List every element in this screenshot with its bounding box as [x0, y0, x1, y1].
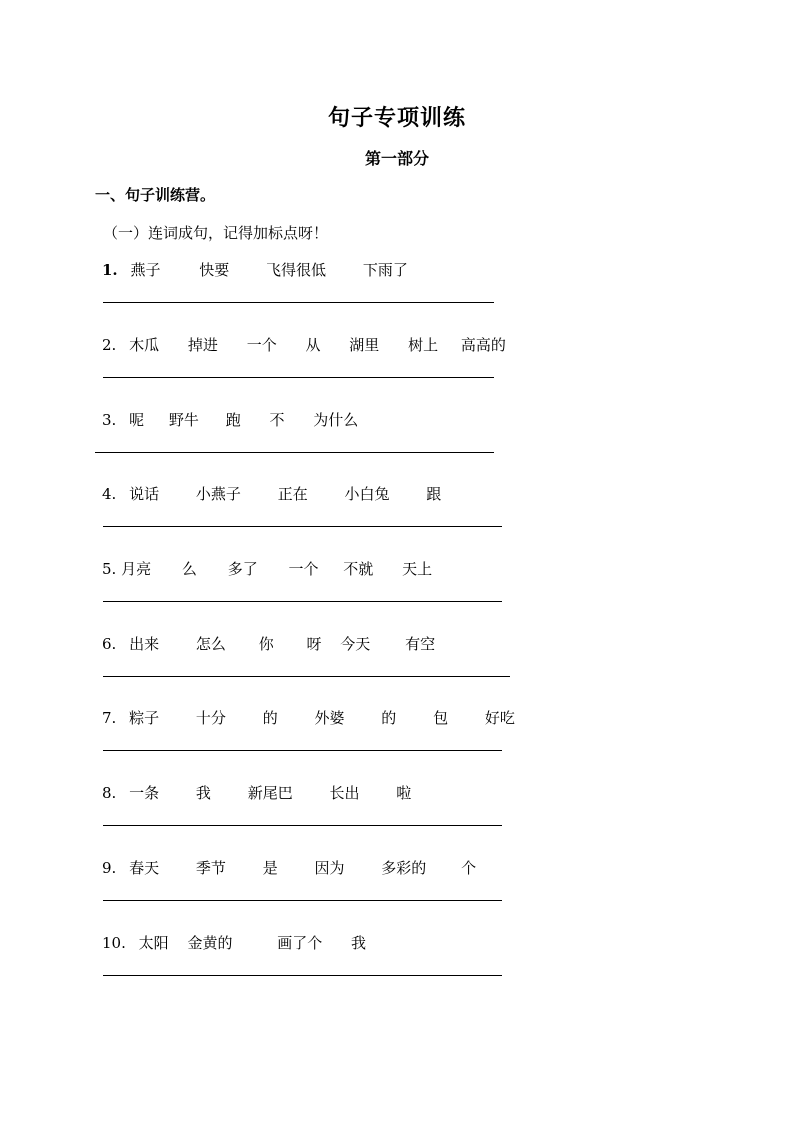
word: 太阳	[138, 934, 169, 952]
question-8	[0, 782, 794, 842]
question-text	[102, 932, 366, 953]
answer-line[interactable]	[103, 975, 502, 976]
word: 个	[461, 859, 477, 877]
question-number: 8.	[102, 784, 117, 802]
word: 我	[351, 934, 367, 952]
word: 出来	[129, 635, 160, 653]
word: 从	[305, 336, 321, 354]
question-7	[0, 707, 794, 767]
question-number: 5.	[102, 560, 117, 578]
question-10	[0, 932, 794, 992]
word: 季节	[195, 859, 226, 877]
word: 金黄的	[187, 934, 233, 952]
document-subtitle: 第一部分	[364, 149, 429, 168]
word: 外婆	[314, 709, 345, 727]
word: 是	[262, 859, 278, 877]
answer-line[interactable]	[95, 452, 494, 453]
word: 不就	[343, 560, 374, 578]
word: 湖里	[349, 336, 380, 354]
word: 不	[269, 411, 285, 429]
answer-line[interactable]	[103, 377, 494, 378]
answer-line[interactable]	[103, 900, 502, 901]
word: 包	[433, 709, 449, 727]
question-2	[0, 334, 794, 394]
word: 十分	[195, 709, 226, 727]
question-9	[0, 857, 794, 917]
question-text	[102, 409, 358, 430]
question-text	[102, 633, 435, 654]
answer-line[interactable]	[103, 526, 502, 527]
question-number: 3.	[102, 411, 117, 429]
word: 好吃	[484, 709, 515, 727]
word: 一条	[129, 784, 160, 802]
word: 长出	[329, 784, 360, 802]
word: 么	[181, 560, 197, 578]
question-text	[102, 782, 411, 803]
question-number: 4.	[102, 485, 117, 503]
question-4	[0, 483, 794, 543]
question-number: 1.	[102, 261, 118, 279]
question-number: 9.	[102, 859, 117, 877]
question-text	[102, 483, 441, 504]
word: 我	[195, 784, 211, 802]
question-5	[0, 558, 794, 618]
question-text	[102, 857, 476, 878]
word: 今天	[340, 635, 371, 653]
question-number: 7.	[102, 709, 117, 727]
question-3	[0, 409, 794, 469]
word: 的	[381, 709, 397, 727]
word: 月亮	[121, 560, 152, 578]
word: 野牛	[168, 411, 199, 429]
answer-line[interactable]	[103, 750, 502, 751]
word: 新尾巴	[247, 784, 293, 802]
word: 正在	[277, 485, 308, 503]
word: 啦	[396, 784, 412, 802]
question-text	[102, 259, 408, 280]
word: 画了个	[277, 934, 323, 952]
answer-line[interactable]	[103, 825, 502, 826]
word: 快要	[199, 261, 230, 279]
word: 小白兔	[344, 485, 390, 503]
word: 掉进	[187, 336, 218, 354]
question-text	[102, 334, 506, 355]
word: 呀	[306, 635, 322, 653]
question-number: 10.	[102, 934, 126, 952]
word: 多了	[227, 560, 258, 578]
word: 一个	[246, 336, 277, 354]
word: 树上	[408, 336, 439, 354]
word: 天上	[402, 560, 433, 578]
word: 春天	[129, 859, 160, 877]
section-heading: 一、句子训练营。	[95, 186, 216, 204]
word: 你	[258, 635, 274, 653]
word: 怎么	[195, 635, 226, 653]
word: 跑	[225, 411, 241, 429]
word: 为什么	[313, 411, 359, 429]
question-number: 2.	[102, 336, 117, 354]
document-title: 句子专项训练	[327, 105, 466, 131]
word: 小燕子	[195, 485, 241, 503]
word: 木瓜	[129, 336, 160, 354]
word: 多彩的	[381, 859, 427, 877]
question-text	[102, 707, 515, 728]
question-6	[0, 633, 794, 693]
answer-line[interactable]	[103, 302, 494, 303]
question-text	[102, 558, 432, 579]
word: 下雨了	[362, 261, 408, 279]
word: 燕子	[130, 261, 161, 279]
word: 有空	[405, 635, 436, 653]
word: 一个	[288, 560, 319, 578]
instruction: （一）连词成句，记得加标点呀！	[103, 224, 329, 242]
word: 高高的	[460, 336, 506, 354]
word: 跟	[426, 485, 442, 503]
word: 因为	[314, 859, 345, 877]
answer-line[interactable]	[103, 601, 502, 602]
word: 呢	[129, 411, 145, 429]
question-number: 6.	[102, 635, 117, 653]
question-1	[0, 259, 794, 319]
word: 粽子	[129, 709, 160, 727]
word: 说话	[129, 485, 160, 503]
answer-line[interactable]	[103, 676, 510, 677]
word: 飞得很低	[266, 261, 327, 279]
word: 的	[262, 709, 278, 727]
